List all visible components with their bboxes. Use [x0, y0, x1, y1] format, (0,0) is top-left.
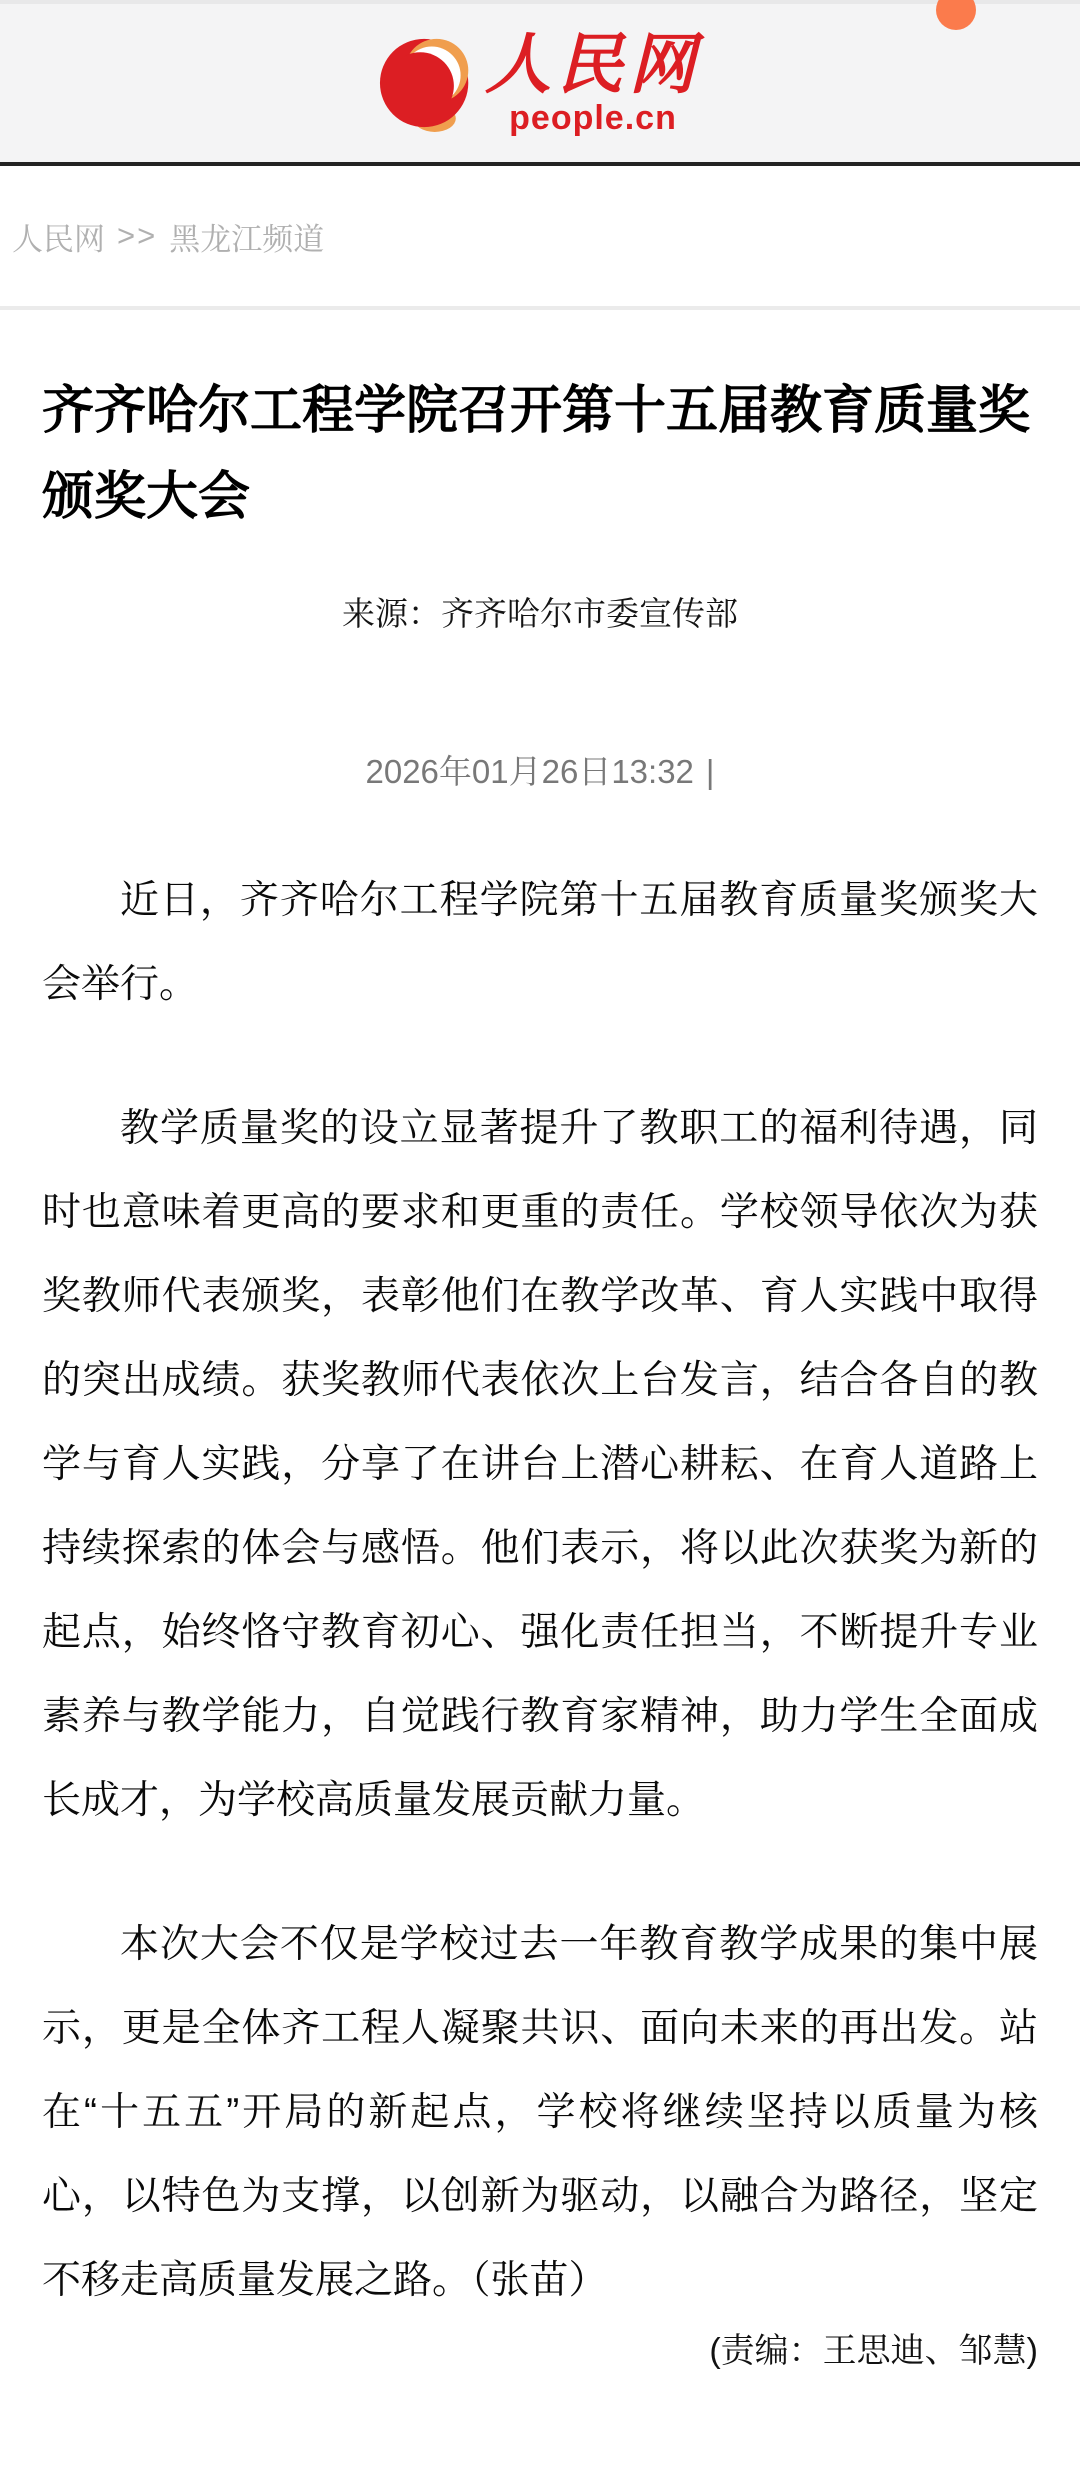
editor-note: (责编：王思迪、邹慧) — [709, 2332, 1038, 2370]
datetime-separator: | — [705, 753, 715, 790]
article-body — [42, 859, 1038, 2323]
site-header — [0, 0, 1080, 162]
people-cn-logo[interactable] — [379, 28, 701, 138]
source-name: 齐齐哈尔市委宣传部 — [441, 595, 738, 632]
breadcrumb — [0, 166, 1080, 306]
article-paragraph: 近日，齐齐哈尔工程学院第十五届教育质量奖颁奖大会举行。 — [42, 879, 1038, 1006]
section-divider — [0, 306, 1080, 310]
article-datetime: 2026年01月26日13:32 — [365, 753, 694, 790]
header-top-strip — [0, 0, 1080, 4]
breadcrumb-channel-link[interactable]: 黑龙江频道 — [169, 221, 325, 257]
article-paragraph: 本次大会不仅是学校过去一年教育教学成果的集中展示，更是全体齐工程人凝聚共识、面向未来的再出发。站在“十五五”开局的新起点，学校将继续坚持以质量为核心，以特色为支撑，以创新为驱动，以融合为路径，坚定不移走高质量发展之路。（张苗） — [42, 1923, 1038, 2302]
article — [0, 368, 1080, 2373]
logo-zh-label: 人民网 — [485, 27, 701, 101]
breadcrumb-separator: >> — [117, 218, 158, 253]
source-label: 来源： — [342, 595, 441, 632]
breadcrumb-site-link[interactable]: 人民网 — [12, 221, 105, 257]
article-title: 齐齐哈尔工程学院召开第十五届教育质量奖颁奖大会 — [42, 382, 1031, 526]
article-source-line — [42, 594, 1038, 634]
article-datetime-line — [42, 752, 1038, 792]
article-paragraph: 教学质量奖的设立显著提升了教职工的福利待遇，同时也意味着更高的要求和更重的责任。学校领导依次为获奖教师代表颁奖，表彰他们在教学改革、育人实践中取得的突出成绩。获奖教师代表依次上台发言，结合各自的教学与育人实践，分享了在讲台上潜心耕耘、在育人道路上持续探索的体会与感悟。他们表示，将以此次获奖为新的起点，始终恪守教育初心、强化责任担当，不断提升专业素养与教学能力，自觉践行教育家精神，助力学生全面成长成才，为学校高质量发展贡献力量。 — [42, 1107, 1038, 1822]
logo-text — [485, 28, 701, 135]
logo-en-label: people.cn — [509, 99, 677, 137]
people-cn-logo-icon — [379, 28, 475, 138]
floating-orange-button[interactable] — [936, 0, 976, 30]
